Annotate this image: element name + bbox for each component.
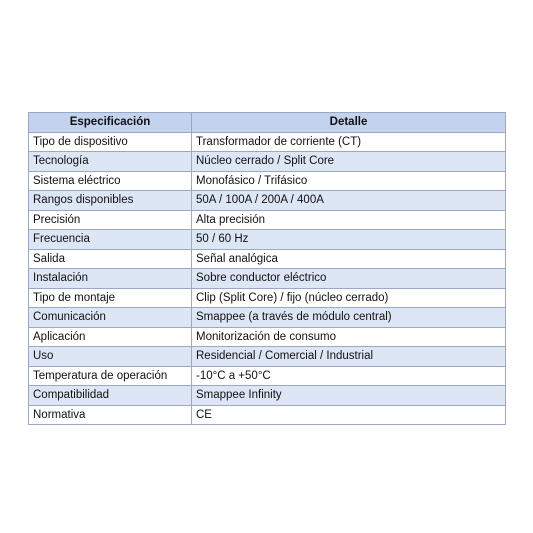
table-row [29, 152, 506, 172]
spec-table [28, 112, 506, 425]
table-row [29, 249, 506, 269]
table-row [29, 171, 506, 191]
table-row [29, 210, 506, 230]
header-especificacion: Especificación [29, 113, 192, 133]
spec-value: CE [192, 405, 506, 425]
spec-value: Sobre conductor eléctrico [192, 269, 506, 289]
spec-value: Smappee (a través de módulo central) [192, 308, 506, 328]
spec-name: Tecnología [29, 152, 192, 172]
table-row [29, 288, 506, 308]
spec-value: 50A / 100A / 200A / 400A [192, 191, 506, 211]
spec-name: Frecuencia [29, 230, 192, 250]
spec-name: Salida [29, 249, 192, 269]
spec-name: Instalación [29, 269, 192, 289]
table-row [29, 327, 506, 347]
spec-name: Compatibilidad [29, 386, 192, 406]
spec-value: Señal analógica [192, 249, 506, 269]
spec-value: Residencial / Comercial / Industrial [192, 347, 506, 367]
spec-name: Aplicación [29, 327, 192, 347]
spec-value: -10°C a +50°C [192, 366, 506, 386]
spec-value: Monofásico / Trifásico [192, 171, 506, 191]
spec-name: Rangos disponibles [29, 191, 192, 211]
spec-value: Smappee Infinity [192, 386, 506, 406]
spec-name: Temperatura de operación [29, 366, 192, 386]
table-row [29, 308, 506, 328]
spec-name: Normativa [29, 405, 192, 425]
spec-name: Tipo de dispositivo [29, 132, 192, 152]
spec-value: Núcleo cerrado / Split Core [192, 152, 506, 172]
header-detalle: Detalle [192, 113, 506, 133]
table-row [29, 405, 506, 425]
spec-value: 50 / 60 Hz [192, 230, 506, 250]
table-row [29, 386, 506, 406]
spec-value: Transformador de corriente (CT) [192, 132, 506, 152]
spec-name: Sistema eléctrico [29, 171, 192, 191]
table-row [29, 269, 506, 289]
spec-value: Alta precisión [192, 210, 506, 230]
table-row [29, 347, 506, 367]
table-row [29, 132, 506, 152]
spec-name: Uso [29, 347, 192, 367]
spec-name: Comunicación [29, 308, 192, 328]
spec-name: Tipo de montaje [29, 288, 192, 308]
table-row [29, 366, 506, 386]
table-header-row [29, 113, 506, 133]
spec-name: Precisión [29, 210, 192, 230]
table-row [29, 191, 506, 211]
table-row [29, 230, 506, 250]
spec-value: Monitorización de consumo [192, 327, 506, 347]
spec-value: Clip (Split Core) / fijo (núcleo cerrado) [192, 288, 506, 308]
